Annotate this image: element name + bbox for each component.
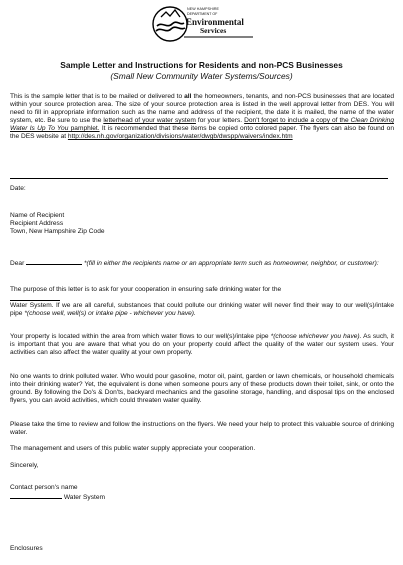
- divider: [10, 178, 388, 179]
- careful-paragraph: [10, 302, 394, 318]
- recipient-name: Name of Recipient: [10, 212, 65, 219]
- intro-text-3: for your letters.: [195, 117, 245, 125]
- property-note: *(choose whichever you have).: [270, 333, 362, 340]
- salutation-dear: Dear: [10, 260, 25, 267]
- intro-pamphlet-title: Clean Drinking Water Is Up To You: [10, 117, 394, 133]
- des-logo: [150, 4, 258, 48]
- property-text-1: Your property is located within the area from which water flows to our well(s)/intake pipe: [10, 333, 271, 340]
- water-system-blank: [10, 294, 60, 301]
- page-subtitle: (Small New Community Water Systems/Sources): [110, 71, 293, 81]
- no-one-paragraph: No one wants to drink polluted water. Who would pour gasoline, motor oil, paint, garden or lawn chemicals, or household chemicals into their drinking water? Yet, the equivalent is done when someone pours any of these products down their toilet, sink, or onto the ground. By following the Do's & Don'ts, backyard mechanics and the gasoline storage, handling, and disposal tips on the enclosed flyers, you can avoid activities, which could threaten water quality.: [10, 373, 394, 405]
- salutation: [10, 258, 394, 268]
- intro-all-bold: all: [184, 93, 192, 100]
- careful-note: *(choose well, well(s) or intake pipe - whichever you have).: [24, 310, 196, 318]
- careful-text: Water System. If we are all careful, substances that could pollute our drinking water will never find their way to our well(s)/intake pipe: [10, 302, 394, 318]
- property-paragraph: [10, 333, 394, 357]
- recipient-town: Town, New Hampshire Zip Code: [10, 228, 105, 235]
- intro-pamphlet-word: pamphlet.: [68, 125, 100, 133]
- logo-line-4: Services: [200, 26, 227, 35]
- review-paragraph: Please take the time to review and follow the instructions on the flyers. We need your help to protect this valuable source of drinking water.: [10, 421, 394, 437]
- logo-line-1: NEW HAMPSHIRE: [187, 7, 220, 11]
- contact-name: Contact person's name: [10, 484, 78, 491]
- intro-text-1: This is the sample letter that is to be mailed or delivered to: [10, 93, 185, 100]
- des-website-link[interactable]: http://des.nh.gov/organization/divisions/water/dwgb/dwspp/waivers/index.htm: [67, 133, 293, 141]
- intro-text-2: the homeowners, tenants, and non-PCS businesses that are located within your source protection area. The size of your source protection area is listed in the well approval letter from DES. You will need to fill in appropriate information such as the name and address of the recipient, the date it is mailed, the name of the water system, etc. Be sure to use the: [10, 93, 394, 125]
- date-label: Date:: [10, 185, 26, 192]
- recipient-blank: [26, 258, 82, 265]
- purpose-text: The purpose of this letter is to ask for your cooperation in ensuring safe drinking water for the: [10, 286, 282, 293]
- water-system-label: Water System: [62, 494, 105, 501]
- signature-blank: [10, 492, 62, 499]
- water-system-signature: [10, 492, 394, 502]
- sincerely: Sincerely,: [10, 462, 39, 469]
- intro-letterhead: letterhead of your water system: [103, 117, 196, 125]
- intro-paragraph: [10, 93, 394, 142]
- logo-line-2: DEPARTMENT OF: [187, 12, 218, 16]
- enclosures: Enclosures: [10, 545, 43, 552]
- intro-dont-forget: Don't forget to include a copy of the: [244, 117, 351, 125]
- intro-text-4: It is recommended that these items be copied onto colored paper. The flyers can also be found on the DES website at: [10, 125, 394, 141]
- logo-line-3: Environmental: [186, 17, 244, 27]
- page-title: Sample Letter and Instructions for Residents and non-PCS Businesses: [60, 60, 343, 70]
- appreciate-paragraph: The management and users of this public water supply appreciate your cooperation.: [10, 445, 256, 452]
- salutation-note: *(fill in either the recipients name or an appropriate term such as homeowner, neighbor, or customer):: [83, 260, 379, 267]
- recipient-address: Recipient Address: [10, 220, 64, 227]
- property-text-2: As such, it is important that you are aware that what you do on your property could affect the quality of the water our system uses. Your activities can also affect the water quality at your own property.: [10, 333, 394, 357]
